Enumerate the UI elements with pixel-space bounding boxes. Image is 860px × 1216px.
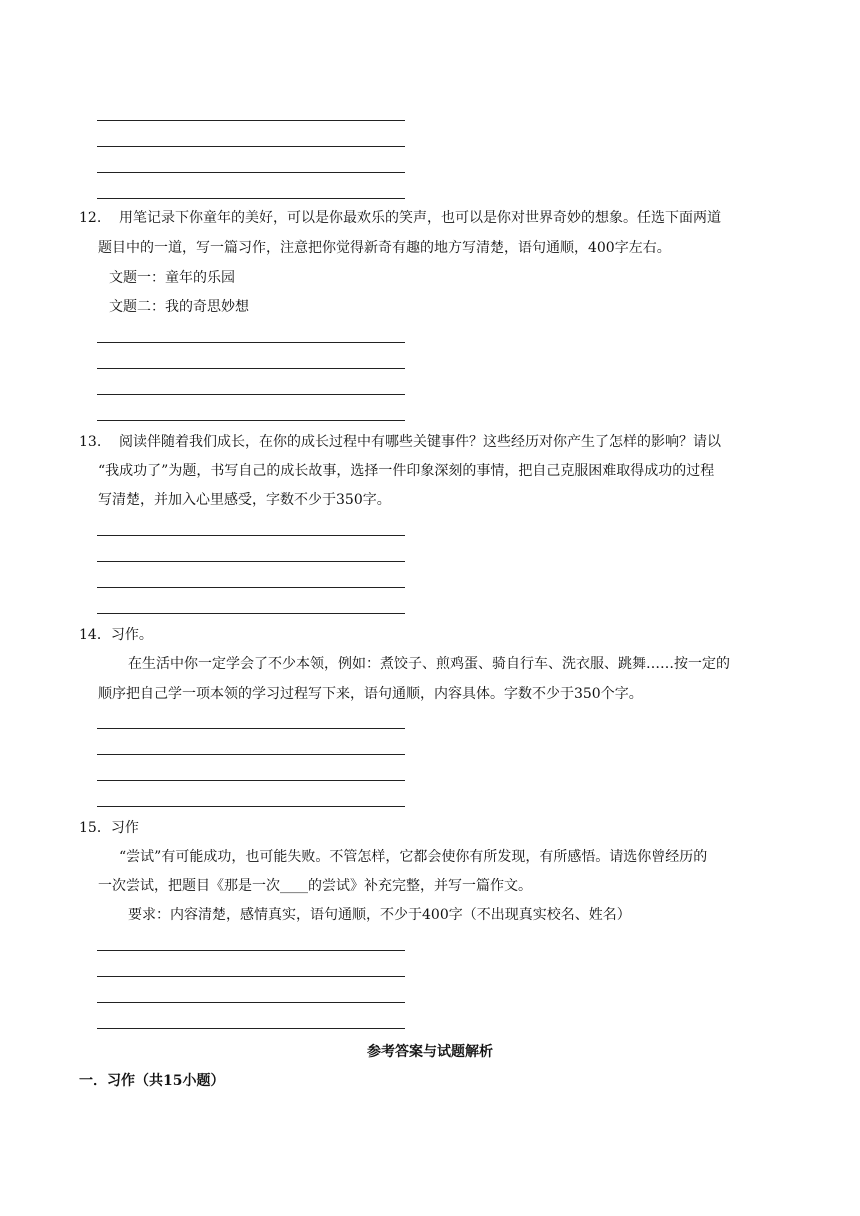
question-text: 写清楚，并加入心里感受，字数不少于350字。 — [98, 492, 391, 508]
topic-option: 文题一：童年的乐园 — [109, 270, 235, 286]
writing-line — [97, 587, 405, 588]
answer-section-heading: 一．习作（共15小题） — [79, 1073, 225, 1089]
question-text: 题目中的一道，写一篇习作，注意把你觉得新奇有趣的地方写清楚，语句通顺，400字左右。 — [98, 240, 671, 256]
writing-line — [97, 535, 405, 536]
writing-line — [97, 950, 405, 951]
requirements-text: 要求：内容清楚，感情真实，语句通顺，不少于400字（不出现真实校名、姓名） — [128, 907, 631, 923]
writing-line — [97, 198, 405, 199]
writing-line — [97, 728, 405, 729]
writing-line — [97, 806, 405, 807]
question-text: 一次尝试，把题目《那是一次____的尝试》补充完整，并写一篇作文。 — [98, 878, 532, 894]
writing-line — [97, 172, 405, 173]
question-number: 12. — [79, 210, 102, 226]
writing-line — [97, 780, 405, 781]
writing-line — [97, 976, 405, 977]
question-text: 阅读伴随着我们成长，在你的成长过程中有哪些关键事件？这些经历对你产生了怎样的影响？请以 — [119, 434, 721, 450]
writing-line — [97, 146, 405, 147]
writing-line — [97, 368, 405, 369]
question-text: 在生活中你一定学会了不少本领，例如：煮饺子、煎鸡蛋、骑自行车、洗衣服、跳舞……按一定的 — [128, 656, 730, 672]
writing-line — [97, 394, 405, 395]
question-text: 顺序把自己学一项本领的学习过程写下来，语句通顺，内容具体。字数不少于350个字。 — [98, 686, 643, 702]
answer-section-title: 参考答案与试题解析 — [367, 1044, 493, 1060]
question-number: 13. — [79, 434, 102, 450]
question-number: 14．习作。 — [79, 627, 153, 643]
question-text: 用笔记录下你童年的美好，可以是你最欢乐的笑声，也可以是你对世界奇妙的想象。任选下面两道 — [119, 210, 721, 226]
writing-line — [97, 754, 405, 755]
question-text: “我成功了”为题，书写自己的成长故事，选择一件印象深刻的事情，把自己克服困难取得成功的过程 — [98, 463, 715, 479]
question-text: “尝试”有可能成功，也可能失败。不管怎样，它都会使你有所发现，有所感悟。请选你曾经历的 — [119, 849, 708, 865]
topic-option: 文题二：我的奇思妙想 — [109, 299, 249, 315]
writing-line — [97, 613, 405, 614]
writing-line — [97, 561, 405, 562]
writing-line — [97, 120, 405, 121]
writing-line — [97, 420, 405, 421]
question-number: 15．习作 — [79, 820, 139, 836]
writing-line — [97, 342, 405, 343]
writing-line — [97, 1028, 405, 1029]
writing-line — [97, 1002, 405, 1003]
